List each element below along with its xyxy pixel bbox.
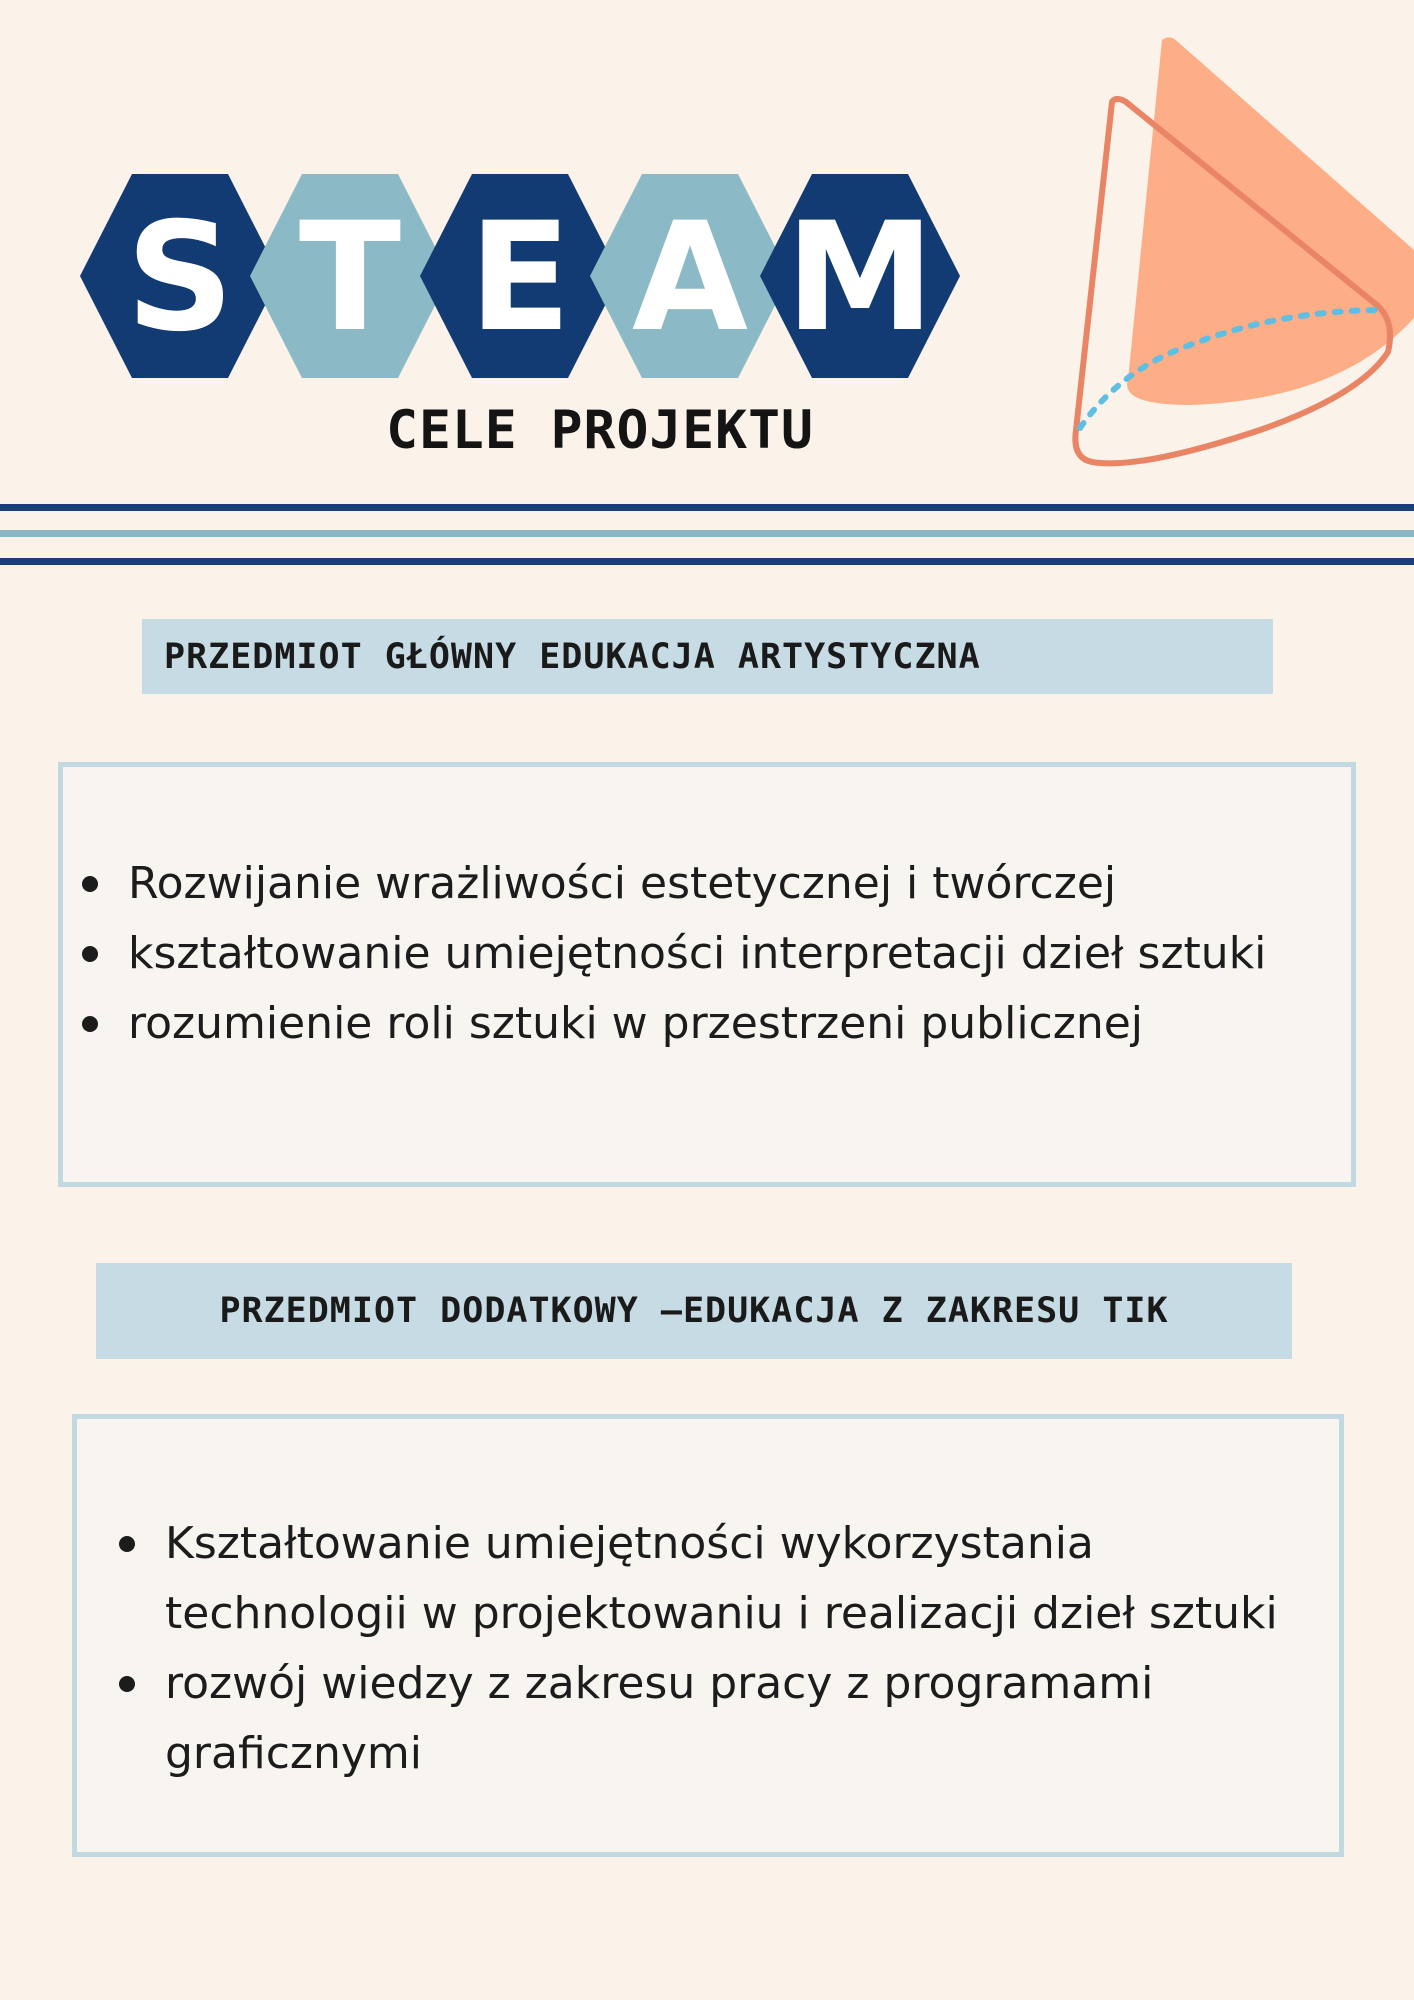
list-item: rozumienie roli sztuki w przestrzeni publicznej	[70, 989, 1266, 1059]
bullet-list-additional	[107, 1509, 1297, 1789]
section-heading-main-text: PRZEDMIOT GŁÓWNY EDUKACJA ARTYSTYCZNA	[164, 636, 981, 677]
logo-letter-m: M	[785, 191, 935, 365]
section-heading-additional-text: PRZEDMIOT DODATKOWY –EDUKACJA Z ZAKRESU TIK	[219, 1291, 1169, 1331]
section-heading-main	[142, 619, 1273, 694]
stripe-top	[0, 504, 1414, 511]
stripe-bottom	[0, 558, 1414, 565]
list-item: Rozwijanie wrażliwości estetycznej i twórczej	[70, 849, 1266, 919]
list-item: kształtowanie umiejętności interpretacji dzieł sztuki	[70, 919, 1266, 989]
logo-letter-t: T	[298, 191, 402, 365]
stripe-middle	[0, 530, 1414, 537]
section-heading-additional	[96, 1263, 1292, 1359]
logo-letter-a: A	[631, 191, 749, 365]
logo-letter-e: E	[468, 191, 572, 365]
page-subtitle: CELE PROJEKTU	[386, 400, 814, 461]
list-item: rozwój wiedzy z zakresu pracy z programami graficznymi	[107, 1649, 1297, 1789]
logo-letter-s: S	[125, 191, 235, 365]
bullet-list-main	[70, 849, 1266, 1059]
list-item: Kształtowanie umiejętności wykorzystania technologii w projektowaniu i realizacji dzieł sztuki	[107, 1509, 1297, 1649]
section-box-main	[58, 762, 1356, 1187]
section-box-additional	[72, 1414, 1344, 1857]
